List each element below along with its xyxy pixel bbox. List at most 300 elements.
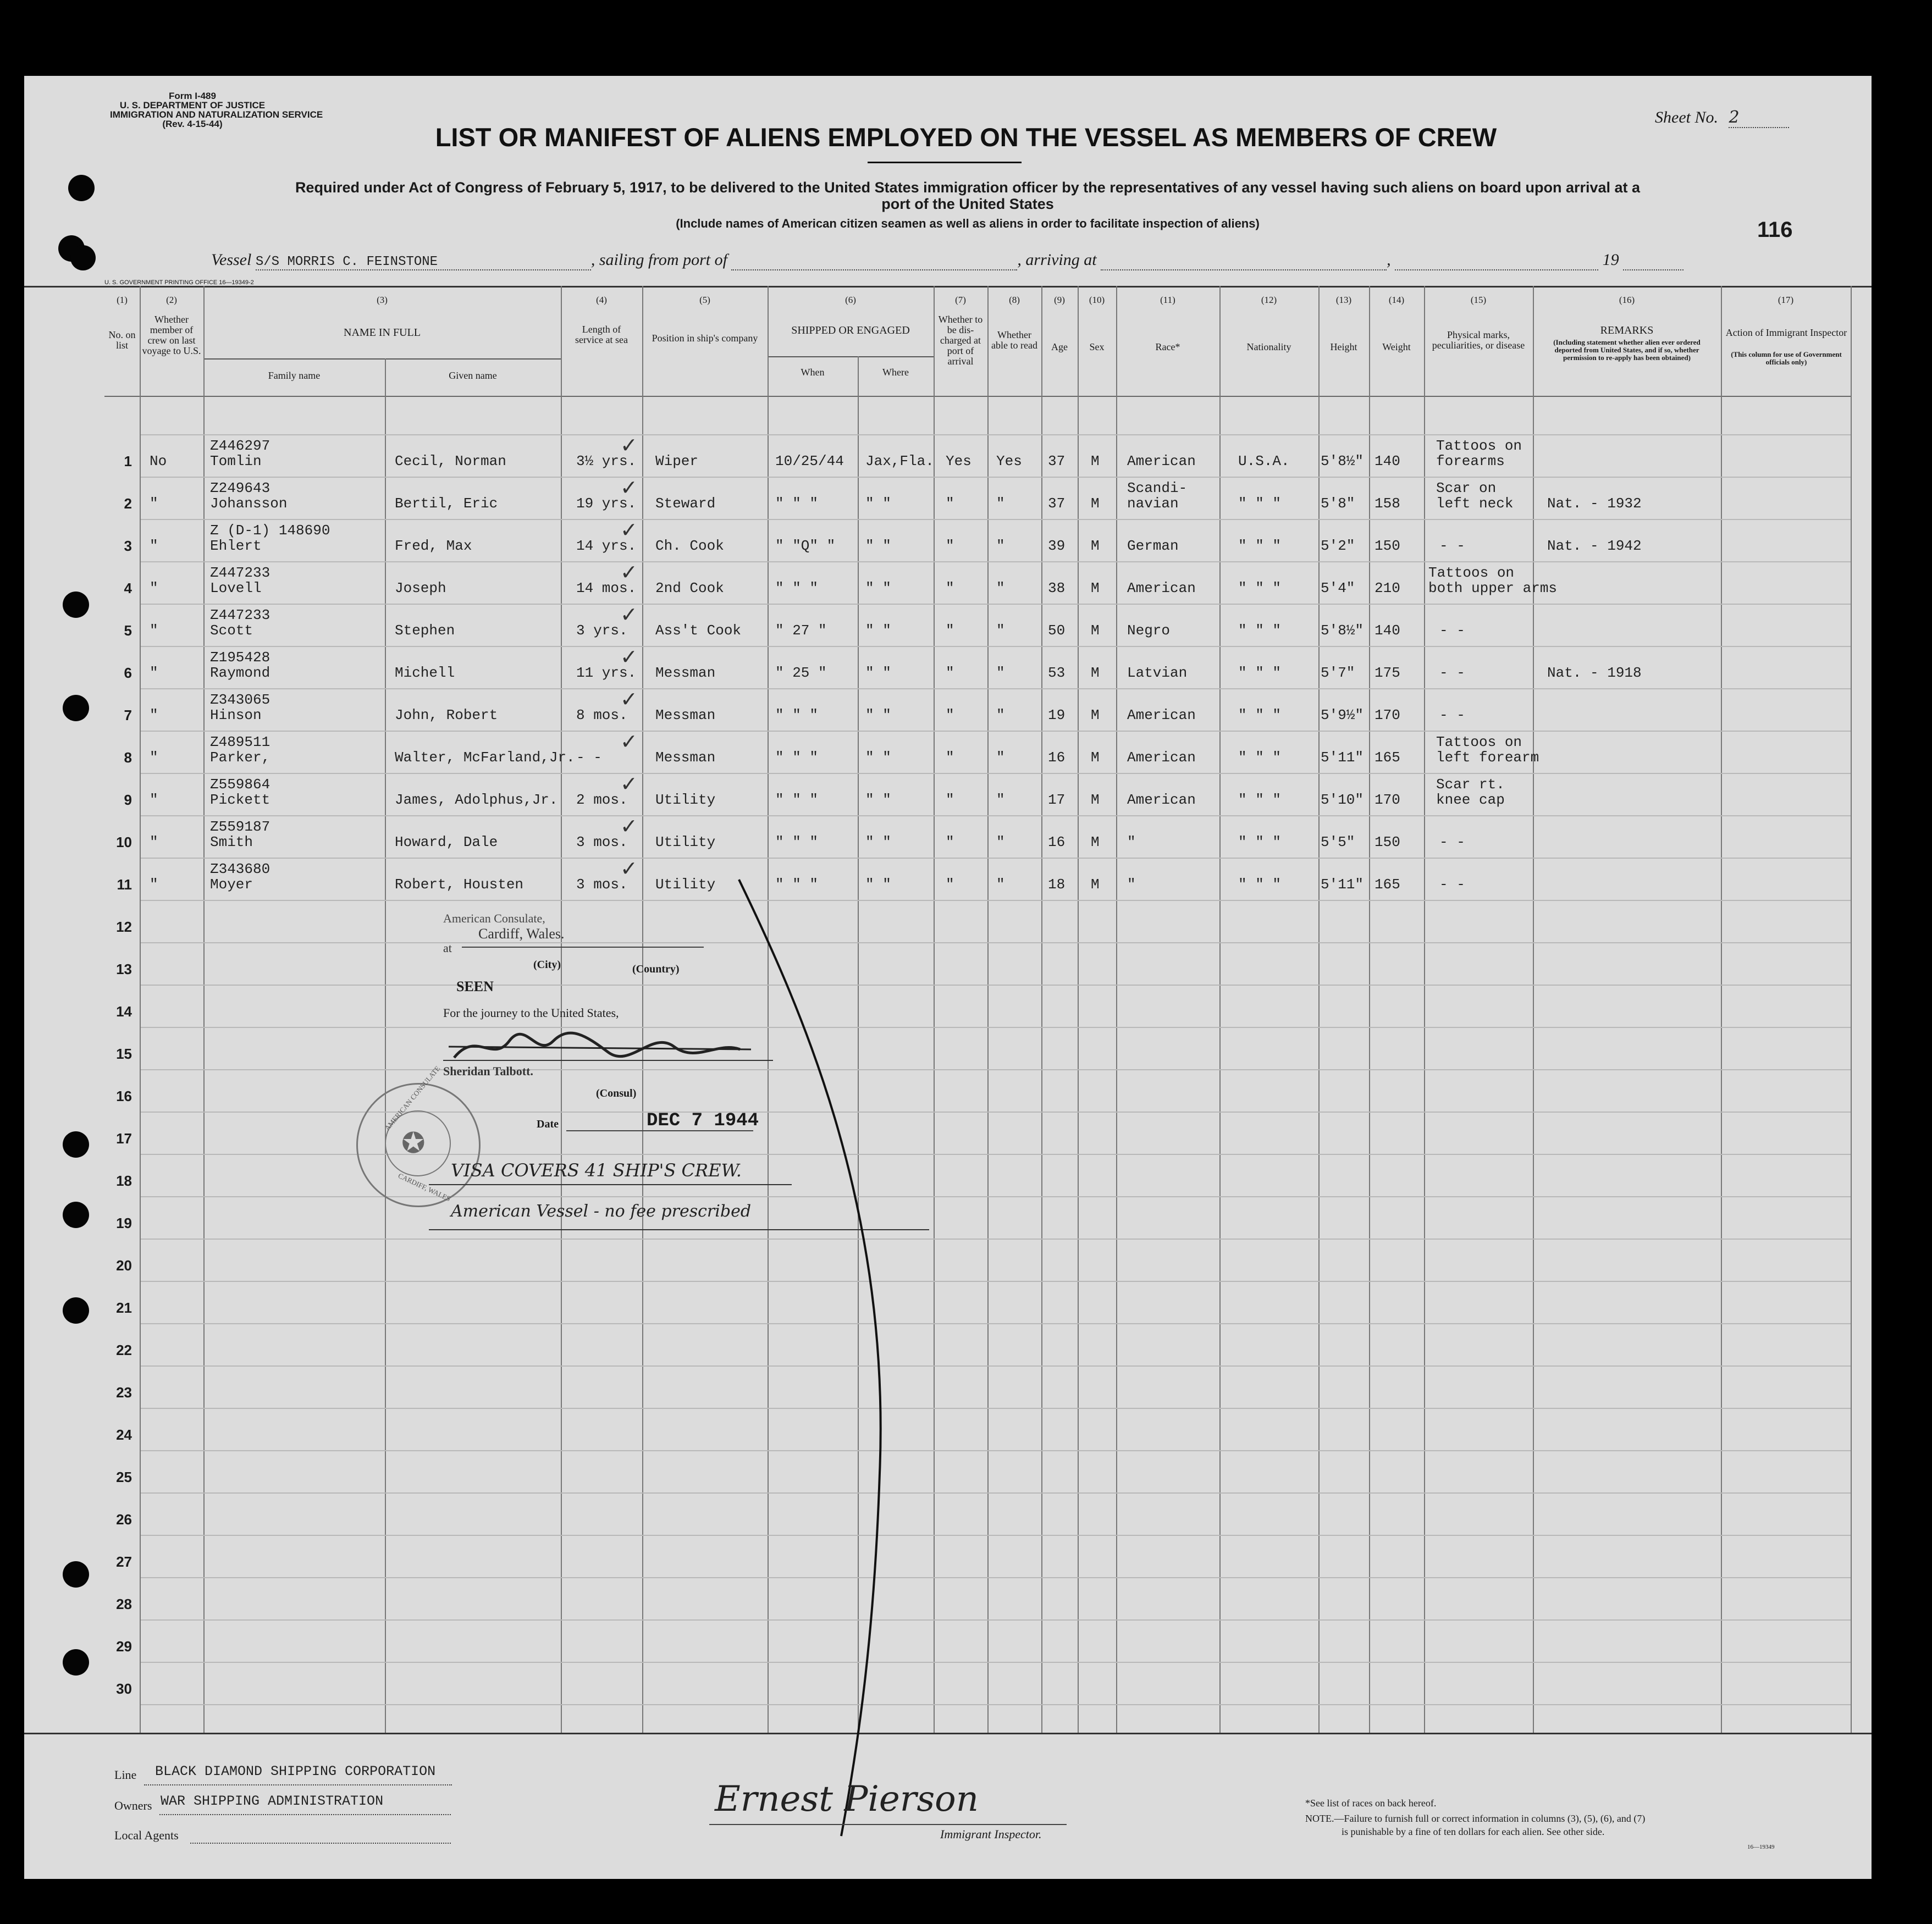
cell-family-name: Pickett [210,792,271,808]
cell-race: American [1127,749,1196,766]
cell-discharged: " [946,495,954,512]
col-number: (7) [955,295,966,305]
table-row [104,688,1851,731]
cell-when: " " " [775,707,819,723]
cell-nationality: " " " [1238,749,1282,766]
header-shipped-or-engaged: SHIPPED OR ENGAGED [791,324,910,336]
row-rule [141,1069,1851,1070]
header-nationality: Nationality [1246,341,1291,352]
punch-hole [63,1649,89,1676]
col-number: (9) [1054,295,1065,305]
sailing-label: , sailing from port of [590,251,727,269]
cell-sex: M [1091,707,1100,723]
cell-physical-marks: - - [1439,665,1465,681]
cell-sex: M [1091,665,1100,681]
header-inspector-note: (This column for use of Government officials only) [1731,350,1842,366]
cell-height: 5'7" [1321,665,1355,681]
owners-label: Owners [114,1799,152,1812]
cell-weight: 150 [1375,538,1400,554]
cell-where: " " [865,622,891,639]
row-rule [141,1323,1851,1324]
cell-position: Utility [655,834,716,850]
punch-hole [63,695,89,721]
row-number: 22 [116,1342,132,1358]
cell-physical-marks: - - [1439,876,1465,893]
row-rule [141,1450,1851,1451]
cell-physical-marks-cont: left forearm [1436,749,1539,766]
form-number: Form I-489 [169,91,216,101]
cell-race-cont: navian [1127,495,1179,512]
cell-previous-voyage: No [150,453,167,469]
row-rule [141,985,1851,986]
col-number: (16) [1619,295,1635,305]
cell-z-number: Z195428 [210,649,271,666]
header-discharged: Whether to be dis-charged at port of arrival [938,314,983,367]
cell-length-of-service: 2 mos. [576,792,628,808]
cell-physical-marks-cont: both upper arms [1428,580,1558,596]
header-name-in-full: NAME IN FULL [344,327,421,339]
cell-race: German [1127,538,1179,554]
consul-label: (Consul) [596,1087,637,1099]
cell-where: " " [865,665,891,681]
cell-weight: 210 [1375,580,1400,596]
cell-able-to-read: " [996,538,1005,554]
cell-physical-marks: Scar on [1436,480,1497,496]
row-number: 23 [116,1384,132,1401]
cell-z-number: Z343680 [210,861,271,877]
cell-age: 37 [1048,495,1066,512]
row-number: 10 [116,834,132,850]
inspector-signature: Ernest Pierson [715,1779,979,1820]
row-number: 12 [116,919,132,935]
check-mark-icon: ✓ [620,646,638,669]
cell-race: American [1127,453,1196,469]
cell-position: Wiper [655,453,699,469]
cell-height: 5'2" [1321,538,1355,554]
cell-family-name: Raymond [210,665,271,681]
header-height: Height [1330,341,1357,352]
cell-race: American [1127,792,1196,808]
cell-physical-marks: - - [1439,538,1465,554]
cell-nationality: " " " [1238,834,1282,850]
cell-previous-voyage: " [150,749,158,766]
sheet-number [1655,108,1789,128]
printing-office: U. S. GOVERNMENT PRINTING OFFICE 16—19349-2 [104,279,254,286]
header-remarks-note: (Including statement whether alien ever ordered deported from United States, and if so, whether permission to re-apply has been obtained) [1553,338,1701,362]
cell-physical-marks-cont: knee cap [1436,792,1505,808]
cell-nationality: " " " [1238,622,1282,639]
row-number: 14 [116,1003,132,1020]
cell-age: 17 [1048,792,1066,808]
header-race: Race* [1155,341,1180,352]
header-no-on-list: No. on list [108,329,136,351]
cell-family-name: Moyer [210,876,253,893]
row-rule [141,1577,1851,1578]
cell-position: 2nd Cook [655,580,724,596]
table-row [104,773,1851,815]
col-number: (3) [377,295,388,305]
col-number: (6) [845,295,856,305]
row-number: 5 [124,622,132,639]
punch-hole [63,1131,89,1158]
check-mark-icon: ✓ [620,731,638,754]
header-bottom-rule [104,396,1851,397]
date-stamp: DEC 7 1944 [647,1110,759,1131]
cell-family-name: Johansson [210,495,288,512]
cell-nationality: " " " [1238,792,1282,808]
cell-when: " " " [775,580,819,596]
cell-weight: 165 [1375,876,1400,893]
col-number: (15) [1470,295,1487,305]
cell-z-number: Z249643 [210,480,271,496]
cell-able-to-read: Yes [996,453,1022,469]
cell-able-to-read: " [996,665,1005,681]
cell-age: 39 [1048,538,1066,554]
cell-physical-marks: - - [1439,834,1465,850]
date-label: Date [537,1118,559,1130]
row-number: 19 [116,1215,132,1231]
row-number: 6 [124,665,132,681]
header-when: When [801,367,825,378]
cell-discharged: " [946,876,954,893]
country-label: (Country) [632,963,680,975]
row-number: 1 [124,453,132,469]
table-row [104,731,1851,773]
row-number: 16 [116,1088,132,1104]
pen-stroke [715,869,935,1847]
page-number: 116 [1757,218,1793,242]
cell-family-name: Scott [210,622,253,639]
cell-race: Scandi- [1127,480,1188,496]
consul-signature [443,1025,751,1069]
cell-weight: 140 [1375,622,1400,639]
cell-length-of-service: 14 mos. [576,580,637,596]
city-label: (City) [533,959,561,971]
cell-height: 5'11" [1321,749,1364,766]
cell-previous-voyage: " [150,876,158,893]
cell-physical-marks: Scar rt. [1436,776,1505,793]
page-title: LIST OR MANIFEST OF ALIENS EMPLOYED ON THE VESSEL AS MEMBERS OF CREW [435,123,1497,152]
row-number: 28 [116,1596,132,1612]
cell-given-name: Walter, McFarland,Jr. [395,749,575,766]
cell-nationality: " " " [1238,538,1282,554]
header-given-name: Given name [449,370,497,381]
header-weight: Weight [1382,341,1411,352]
table-bottom-rule [24,1733,1872,1734]
cell-able-to-read: " [996,876,1005,893]
row-number: 8 [124,749,132,766]
cell-when: " " " [775,834,819,850]
header-previous-voyage: Whether member of crew on last voyage to U.S. [142,314,201,356]
cell-race: Latvian [1127,665,1188,681]
punch-hole [70,245,96,270]
row-number: 4 [124,580,132,596]
cell-previous-voyage: " [150,665,158,681]
row-rule [141,1662,1851,1663]
subtitle-line-1: Required under Act of Congress of February 5, 1917, to be delivered to the United States immigration officer by the representatives of any vessel having such aliens on board upon arrival at a [295,179,1641,196]
cell-previous-voyage: " [150,707,158,723]
row-number: 3 [124,538,132,554]
sheet-value: 2 [1729,108,1789,128]
col-number: (4) [596,295,607,305]
row-number: 13 [116,961,132,977]
punch-hole [63,1297,89,1324]
col-number: (17) [1778,295,1794,305]
agents-label: Local Agents [114,1828,179,1842]
cell-where: " " [865,707,891,723]
check-mark-icon: ✓ [620,688,638,711]
cell-race: " [1127,876,1136,893]
cell-where: " " [865,495,891,512]
cell-family-name: Ehlert [210,538,262,554]
cell-discharged: " [946,749,954,766]
journey-text: For the journey to the United States, [443,1006,619,1020]
cell-given-name: Stephen [395,622,455,639]
owners-value: WAR SHIPPING ADMINISTRATION [161,1793,384,1809]
row-rule [141,1027,1851,1028]
row-rule [141,1281,1851,1282]
cell-remarks: Nat. - 1932 [1547,495,1642,512]
cell-sex: M [1091,538,1100,554]
col-number: (13) [1335,295,1352,305]
check-mark-icon: ✓ [620,858,638,881]
consulate-at: at [443,941,452,955]
cell-z-number: Z447233 [210,565,271,581]
cell-able-to-read: " [996,622,1005,639]
cell-height: 5'4" [1321,580,1355,596]
header-inspector-action: Action of Immigrant Inspector [1725,327,1847,338]
row-number: 20 [116,1257,132,1274]
cell-sex: M [1091,453,1100,469]
cell-able-to-read: " [996,707,1005,723]
cell-z-number: Z559864 [210,776,271,793]
row-rule [141,1535,1851,1536]
check-mark-icon: ✓ [620,434,638,457]
cell-previous-voyage: " [150,834,158,850]
cell-z-number: Z447233 [210,607,271,623]
header-age: Age [1051,341,1068,352]
cell-race: Negro [1127,622,1171,639]
cell-where: Jax,Fla. [865,453,934,469]
cell-race: American [1127,707,1196,723]
cell-where: " " [865,792,891,808]
row-rule [141,1239,1851,1240]
department: U. S. DEPARTMENT OF JUSTICE [119,100,266,110]
cell-given-name: Cecil, Norman [395,453,506,469]
row-number: 17 [116,1130,132,1147]
row-number: 15 [116,1046,132,1062]
cell-discharged: Yes [946,453,971,469]
cell-sex: M [1091,749,1100,766]
agents-underline [190,1843,451,1844]
cell-remarks: Nat. - 1918 [1547,665,1642,681]
cell-given-name: Joseph [395,580,446,596]
cell-z-number: Z489511 [210,734,271,750]
penalty-note-line-1: NOTE.—Failure to furnish full or correct information in columns (3), (5), (6), and (7) [1305,1813,1646,1824]
cell-able-to-read: " [996,495,1005,512]
cell-when: " " " [775,792,819,808]
inspector-label: Immigrant Inspector. [940,1827,1042,1841]
cell-race: " [1127,834,1136,850]
cell-length-of-service: 14 yrs. [576,538,637,554]
cell-length-of-service: 11 yrs. [576,665,637,681]
row-rule [141,1619,1851,1621]
cell-z-number: Z446297 [210,438,271,454]
cell-length-of-service: 19 yrs. [576,495,637,512]
cell-age: 16 [1048,834,1066,850]
header-sex: Sex [1089,341,1105,352]
cell-given-name: Robert, Housten [395,876,524,893]
cell-sex: M [1091,495,1100,512]
cell-weight: 158 [1375,495,1400,512]
subtitle-note: (Include names of American citizen seamen as well as aliens in order to facilitate inspection of aliens) [676,217,1260,230]
seen-stamp: SEEN [456,978,494,994]
cell-position: Steward [655,495,716,512]
col-number: (10) [1089,295,1105,305]
header-length-of-service: Length of service at sea [575,324,628,345]
name-header-rule [203,358,561,360]
cell-previous-voyage: " [150,622,158,639]
cell-nationality: " " " [1238,495,1282,512]
cell-physical-marks: - - [1439,707,1465,723]
cell-sex: M [1091,876,1100,893]
cell-where: " " [865,538,891,554]
row-rule [141,1408,1851,1409]
row-rule [141,942,1851,943]
header-position: Position in ship's company [652,333,758,344]
cell-when: " " " [775,495,819,512]
cell-discharged: " [946,538,954,554]
cell-when: " 25 " [775,665,827,681]
cell-physical-marks-cont: left neck [1436,495,1514,512]
row-number: 24 [116,1427,132,1443]
cell-where: " " [865,876,891,893]
cell-age: 50 [1048,622,1066,639]
cell-given-name: Michell [395,665,455,681]
table-row [104,604,1851,646]
col-divider [1851,286,1852,1733]
consulate-city: Cardiff, Wales. [478,926,565,942]
cell-nationality: " " " [1238,707,1282,723]
row-rule [141,900,1851,901]
arriving-label: , arriving at [1017,251,1097,269]
table-row [104,434,1851,477]
cell-position: Utility [655,792,716,808]
cell-family-name: Hinson [210,707,262,723]
service: IMMIGRATION AND NATURALIZATION SERVICE [110,109,323,120]
cell-position: Messman [655,749,716,766]
header-physical-marks: Physical marks, peculiarities, or disease [1432,329,1525,351]
cell-able-to-read: " [996,580,1005,596]
cell-age: 37 [1048,453,1066,469]
vessel-value: S/S MORRIS C. FEINSTONE [256,255,591,270]
header-where: Where [882,367,909,378]
header-family-name: Family name [268,370,321,381]
header-remarks: REMARKS [1600,324,1654,336]
cell-sex: M [1091,580,1100,596]
cell-age: 18 [1048,876,1066,893]
cell-family-name: Tomlin [210,453,262,469]
consul-name: Sheridan Talbott. [443,1064,533,1078]
cell-weight: 170 [1375,792,1400,808]
cell-physical-marks: - - [1439,622,1465,639]
cell-length-of-service: 3½ yrs. [576,453,637,469]
subtitle [132,179,1803,212]
col-number: (12) [1261,295,1277,305]
punch-hole [68,175,95,201]
cell-physical-marks: Tattoos on [1436,438,1522,454]
consulate-line [462,947,704,948]
cell-height: 5'10" [1321,792,1364,808]
cell-when: " " " [775,876,819,893]
cell-position: Messman [655,665,716,681]
cell-when: " " " [775,749,819,766]
table-row [104,815,1851,858]
inspector-line [709,1824,1067,1825]
cell-age: 38 [1048,580,1066,596]
table-top-rule [24,286,1872,288]
seal-text-bottom: CARDIFF, WALES [396,1171,452,1203]
cell-where: " " [865,749,891,766]
row-number: 21 [116,1300,132,1316]
col-number: (14) [1388,295,1405,305]
check-mark-icon: ✓ [620,604,638,627]
punch-hole [63,1561,89,1588]
cell-family-name: Smith [210,834,253,850]
cell-position: Messman [655,707,716,723]
cell-discharged: " [946,707,954,723]
col-number: (2) [166,295,177,305]
cell-physical-marks: Tattoos on [1436,734,1522,750]
cell-z-number: Z (D-1) 148690 [210,522,330,539]
cell-height: 5'8½" [1321,622,1364,639]
line-value: BLACK DIAMOND SHIPPING CORPORATION [155,1763,436,1779]
cell-discharged: " [946,665,954,681]
cell-length-of-service: 3 mos. [576,834,628,850]
visa-note: VISA COVERS 41 SHIP'S CREW. [451,1160,742,1181]
title-underline [868,162,1022,163]
table-row [104,561,1851,604]
cell-height: 5'5" [1321,834,1355,850]
cell-age: 16 [1048,749,1066,766]
cell-when: " "Q" " [775,538,836,554]
col-number: (1) [117,295,128,305]
cell-length-of-service: - - [576,749,602,766]
cell-position: Utility [655,876,716,893]
col-number: (5) [699,295,710,305]
cell-given-name: James, Adolphus,Jr. [395,792,558,808]
row-number: 7 [124,707,132,723]
cell-position: Ass't Cook [655,622,742,639]
cell-nationality: " " " [1238,580,1282,596]
vessel-label: Vessel [211,251,252,269]
check-mark-icon: ✓ [620,519,638,542]
check-mark-icon: ✓ [620,773,638,796]
row-rule [141,1365,1851,1367]
cell-sex: M [1091,792,1100,808]
col-number: (11) [1160,295,1175,305]
row-number: 9 [124,792,132,808]
cell-physical-marks-cont: forearms [1436,453,1505,469]
cell-nationality: " " " [1238,665,1282,681]
cell-previous-voyage: " [150,495,158,512]
cell-remarks: Nat. - 1942 [1547,538,1642,554]
cell-sex: M [1091,622,1100,639]
sheet-label: Sheet No. [1655,108,1718,126]
cell-family-name: Lovell [210,580,262,596]
cell-race: American [1127,580,1196,596]
cell-able-to-read: " [996,834,1005,850]
